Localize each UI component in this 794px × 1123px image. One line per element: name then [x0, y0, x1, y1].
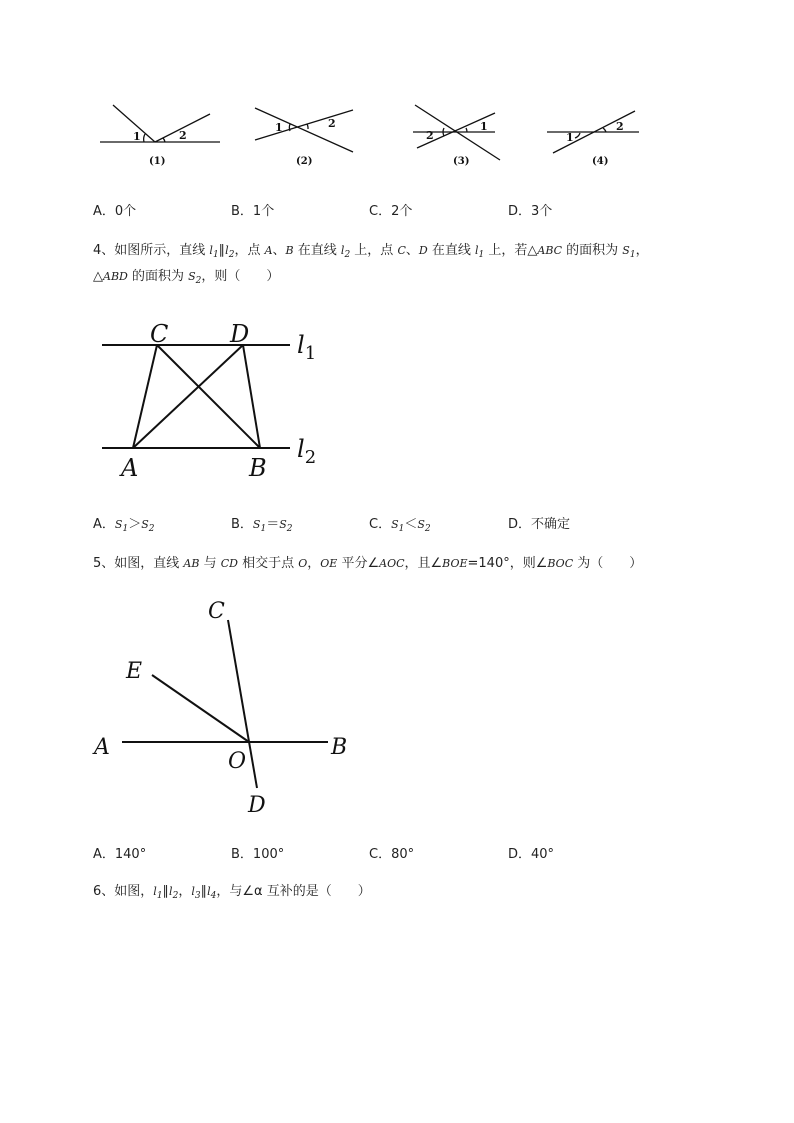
q5-option-d[interactable]: D．40° — [508, 847, 555, 862]
q6-stem: 6、如图，$l_1\parallel l_2$，$l_3\parallel l_4$，与∠α 互补的是（ ） — [93, 884, 371, 901]
q4-label-c: C — [150, 320, 169, 348]
fig1-caption: (1) — [149, 156, 166, 167]
q5-label-c: C — [208, 599, 225, 624]
q3-option-b[interactable]: B．1个 — [231, 204, 275, 219]
q5-label-b: B — [331, 735, 348, 760]
q4-label-l2: $l_2$ — [297, 435, 317, 468]
fig1-label-2: 2 — [179, 129, 187, 142]
fig3-label-1: 1 — [480, 120, 488, 133]
q3-option-a[interactable]: A．0个 — [93, 204, 137, 219]
q5-stem: 5、如图，直线 AB 与 CD 相交于点 O，OE 平分∠AOC，且∠BOE=140°，则∠BOC 为（ ） — [93, 556, 643, 571]
q5-label-d: D — [248, 793, 266, 818]
q4-option-c[interactable]: C．$S_1<S_2$ — [369, 517, 431, 534]
q3-option-c[interactable]: C．2个 — [369, 204, 413, 219]
fig2-label-1: 1 — [275, 121, 283, 134]
fig4-caption: (4) — [592, 156, 609, 167]
fig4-label-2: 2 — [616, 120, 624, 133]
fig2-label-2: 2 — [328, 117, 336, 130]
q5-label-o: O — [228, 749, 247, 774]
fig1-label-1: 1 — [133, 130, 141, 143]
q5-option-b[interactable]: B．100° — [231, 847, 285, 862]
q4-parallel-lines-figure — [95, 315, 335, 485]
fig3-caption: (3) — [453, 156, 470, 167]
fig2-caption: (2) — [296, 156, 313, 167]
q4-option-d[interactable]: D．不确定 — [508, 517, 571, 532]
q5-option-a[interactable]: A．140° — [93, 847, 147, 862]
fig4-label-1: 1 — [566, 131, 574, 144]
q5-option-c[interactable]: C．80° — [369, 847, 415, 862]
q4-label-b: B — [249, 454, 267, 482]
q5-label-a: A — [94, 735, 110, 760]
q4-option-b[interactable]: B．$S_1=S_2$ — [231, 517, 293, 534]
q4-label-a: A — [121, 454, 139, 482]
q4-stem-line2: △ABD 的面积为 $S_2$，则（ ） — [93, 269, 280, 286]
angle-figures — [95, 100, 655, 175]
q5-intersecting-lines-figure — [90, 590, 360, 820]
q4-option-a[interactable]: A．$S_1>S_2$ — [93, 517, 155, 534]
fig3-label-2: 2 — [426, 129, 434, 142]
q4-label-l1: $l_1$ — [297, 331, 317, 364]
q4-stem-line1: 4、如图所示，直线 $l_1\parallel l_2$，点 A、B 在直线 $l_2$ 上，点 C、D 在直线 $l_1$ 上，若△ABC 的面积为 $S_1$， — [93, 243, 649, 260]
q3-option-d[interactable]: D．3个 — [508, 204, 553, 219]
q4-label-d: D — [230, 320, 250, 348]
q5-label-e: E — [126, 659, 143, 684]
